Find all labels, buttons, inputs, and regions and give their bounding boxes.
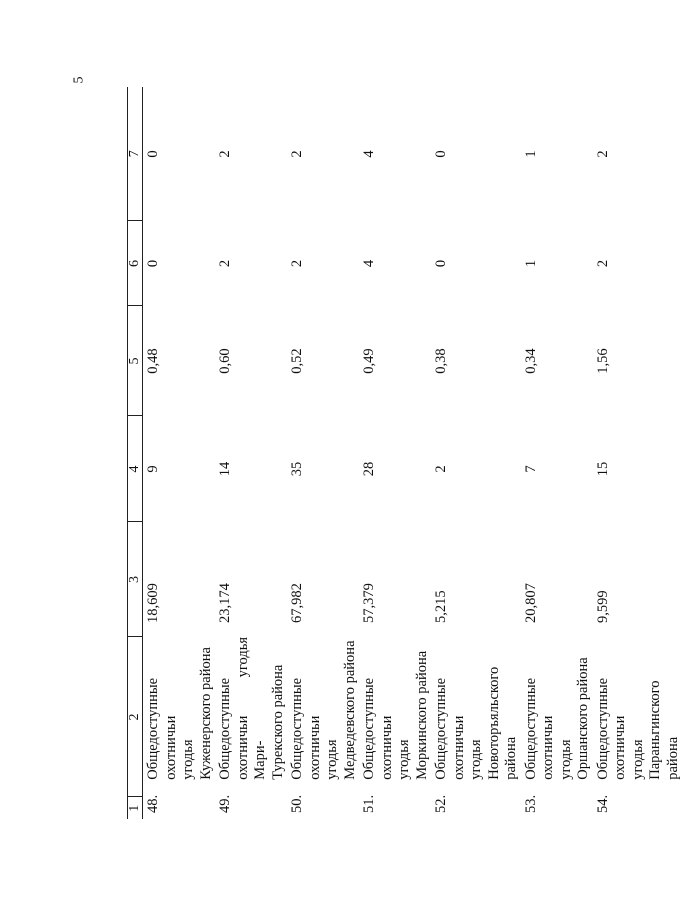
row-name-line: Общедоступные [289,677,305,780]
row-name-cell [143,637,216,819]
row-col-5: 1,56 [594,348,611,374]
table-row [215,87,287,819]
header-col-3: 3 [128,522,143,637]
row-number: 54. [594,794,611,813]
row-col-4: 28 [361,461,377,477]
row-name-cell [215,637,287,819]
row-name-line: Оршанского района [575,657,591,780]
row-col-6: 0 [433,259,449,268]
row-col-6: 2 [217,259,233,268]
row-area: 23,174 [217,583,233,623]
row-col-7: 2 [289,150,305,158]
row-name-line: Общедоступные [145,677,161,780]
row-name-line: Куженерского района [197,647,214,780]
row-name-cell [521,637,593,819]
row-name-cell [431,637,521,819]
header-col-5: 5 [128,306,143,416]
row-name-line: Общедоступные [361,677,377,780]
row-name-line: Общедоступные [594,677,611,780]
row-col-7: 4 [361,150,377,158]
row-col-6: 4 [361,259,377,268]
row-name-line: района [503,736,519,780]
row-area: 67,982 [289,583,305,623]
row-col-4: 14 [217,461,233,477]
row-number: 49. [217,794,233,813]
row-name-cell [593,637,682,819]
row-col-6: 2 [289,259,305,268]
row-col-7: 2 [217,150,233,158]
row-name-cell [287,637,359,819]
row-name-line: Турекского района [269,664,286,780]
row-number: 51. [361,794,377,813]
row-name-line: охотничьи угодья [450,715,484,780]
table-row [431,87,521,819]
hunting-grounds-table [127,87,682,819]
table-row [359,87,431,819]
row-area: 57,379 [361,583,377,623]
row-name-line: Медведевского района [341,640,358,780]
row-col-5: 0,38 [433,348,449,374]
row-name-line: охотничьи угодья [612,715,646,780]
row-name-line: Параньгинского района [647,680,681,780]
table-row [143,87,216,819]
table-row [287,87,359,819]
row-number: 52. [433,794,449,813]
row-area: 9,599 [594,590,611,623]
row-col-4: 35 [289,461,305,477]
row-name-line: Новоторъяльского [485,666,502,780]
table-row [521,87,593,819]
row-col-4: 2 [433,465,449,473]
row-area: 20,807 [522,583,539,623]
row-name-line: охотничьи угодья Мари- [234,637,268,780]
row-name-line: Общедоступные [217,677,233,780]
table-row [593,87,682,819]
row-col-7: 1 [522,150,539,158]
header-col-2: 2 [128,637,143,797]
row-name-line: охотничьи угодья [162,715,196,780]
row-name-line: охотничьи угодья [540,715,574,780]
row-area: 5,215 [433,590,449,623]
page-number: 5 [71,76,87,84]
table-header-row [128,87,143,819]
row-name-line: Моркинского района [413,650,430,780]
row-col-6: 2 [594,259,611,268]
row-name-line: охотничьи угодья [306,715,340,780]
row-name-line: Общедоступные [433,677,449,780]
header-col-6: 6 [128,221,143,306]
row-col-5: 0,60 [217,348,233,374]
rotated-table-container [127,87,681,819]
header-col-7: 7 [128,87,143,221]
row-col-5: 0,34 [522,348,539,374]
row-col-6: 0 [145,259,161,268]
row-col-7: 2 [594,150,611,158]
row-name-line: Общедоступные [522,677,539,780]
row-col-7: 0 [145,150,161,158]
row-area: 18,609 [145,583,161,623]
row-col-7: 0 [433,150,449,158]
header-col-4: 4 [128,416,143,522]
row-col-5: 0,49 [361,348,377,374]
header-col-1: 1 [128,797,143,819]
row-col-5: 0,48 [145,348,161,374]
row-col-5: 0,52 [289,348,305,374]
row-number: 48. [145,794,161,813]
row-col-4: 7 [522,465,539,473]
row-name-cell [359,637,431,819]
row-col-4: 15 [594,461,611,477]
row-col-6: 1 [522,259,539,268]
row-number: 53. [522,794,539,813]
row-name-line: охотничьи угодья [378,715,412,780]
row-number: 50. [289,794,305,813]
row-col-4: 9 [145,465,161,473]
